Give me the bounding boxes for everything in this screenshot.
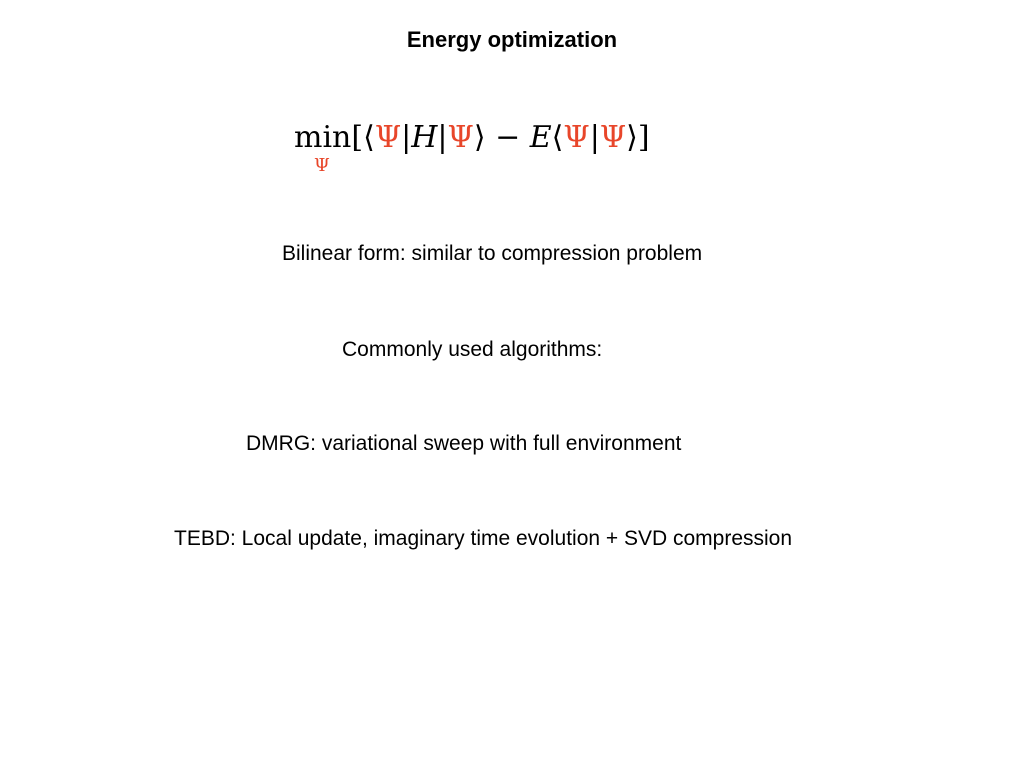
ket-psi: Ψ xyxy=(447,120,474,155)
right-bracket: ] xyxy=(637,120,650,155)
bar-3: | xyxy=(589,120,600,155)
bra-psi: Ψ xyxy=(374,120,402,155)
min-operator xyxy=(294,118,352,176)
energy-equation xyxy=(294,118,650,176)
text-algorithms-heading: Commonly used algorithms: xyxy=(342,338,603,361)
min-subscript-psi: Ψ xyxy=(314,155,330,176)
right-angle-2: ⟩ xyxy=(626,120,638,155)
overlap-ket-psi: Ψ xyxy=(599,120,627,155)
right-angle-1: ⟩ xyxy=(473,120,486,155)
hamiltonian-symbol: H xyxy=(411,120,438,155)
slide-title: Energy optimization xyxy=(406,27,618,52)
text-bilinear-form: Bilinear form: similar to compression problem xyxy=(282,242,703,265)
left-angle: ⟨ xyxy=(363,120,375,155)
left-angle-2: ⟨ xyxy=(551,120,564,155)
bar-1: | xyxy=(401,120,412,155)
left-bracket: [ xyxy=(351,120,364,155)
overlap-bra-psi: Ψ xyxy=(563,120,590,155)
energy-symbol: E xyxy=(529,120,552,155)
minus-sign: − xyxy=(485,120,530,155)
text-tebd: TEBD: Local update, imaginary time evolution + SVD compression xyxy=(174,527,793,550)
min-label: min xyxy=(294,120,352,155)
bar-2: | xyxy=(437,120,448,155)
text-dmrg: DMRG: variational sweep with full environment xyxy=(246,432,682,455)
